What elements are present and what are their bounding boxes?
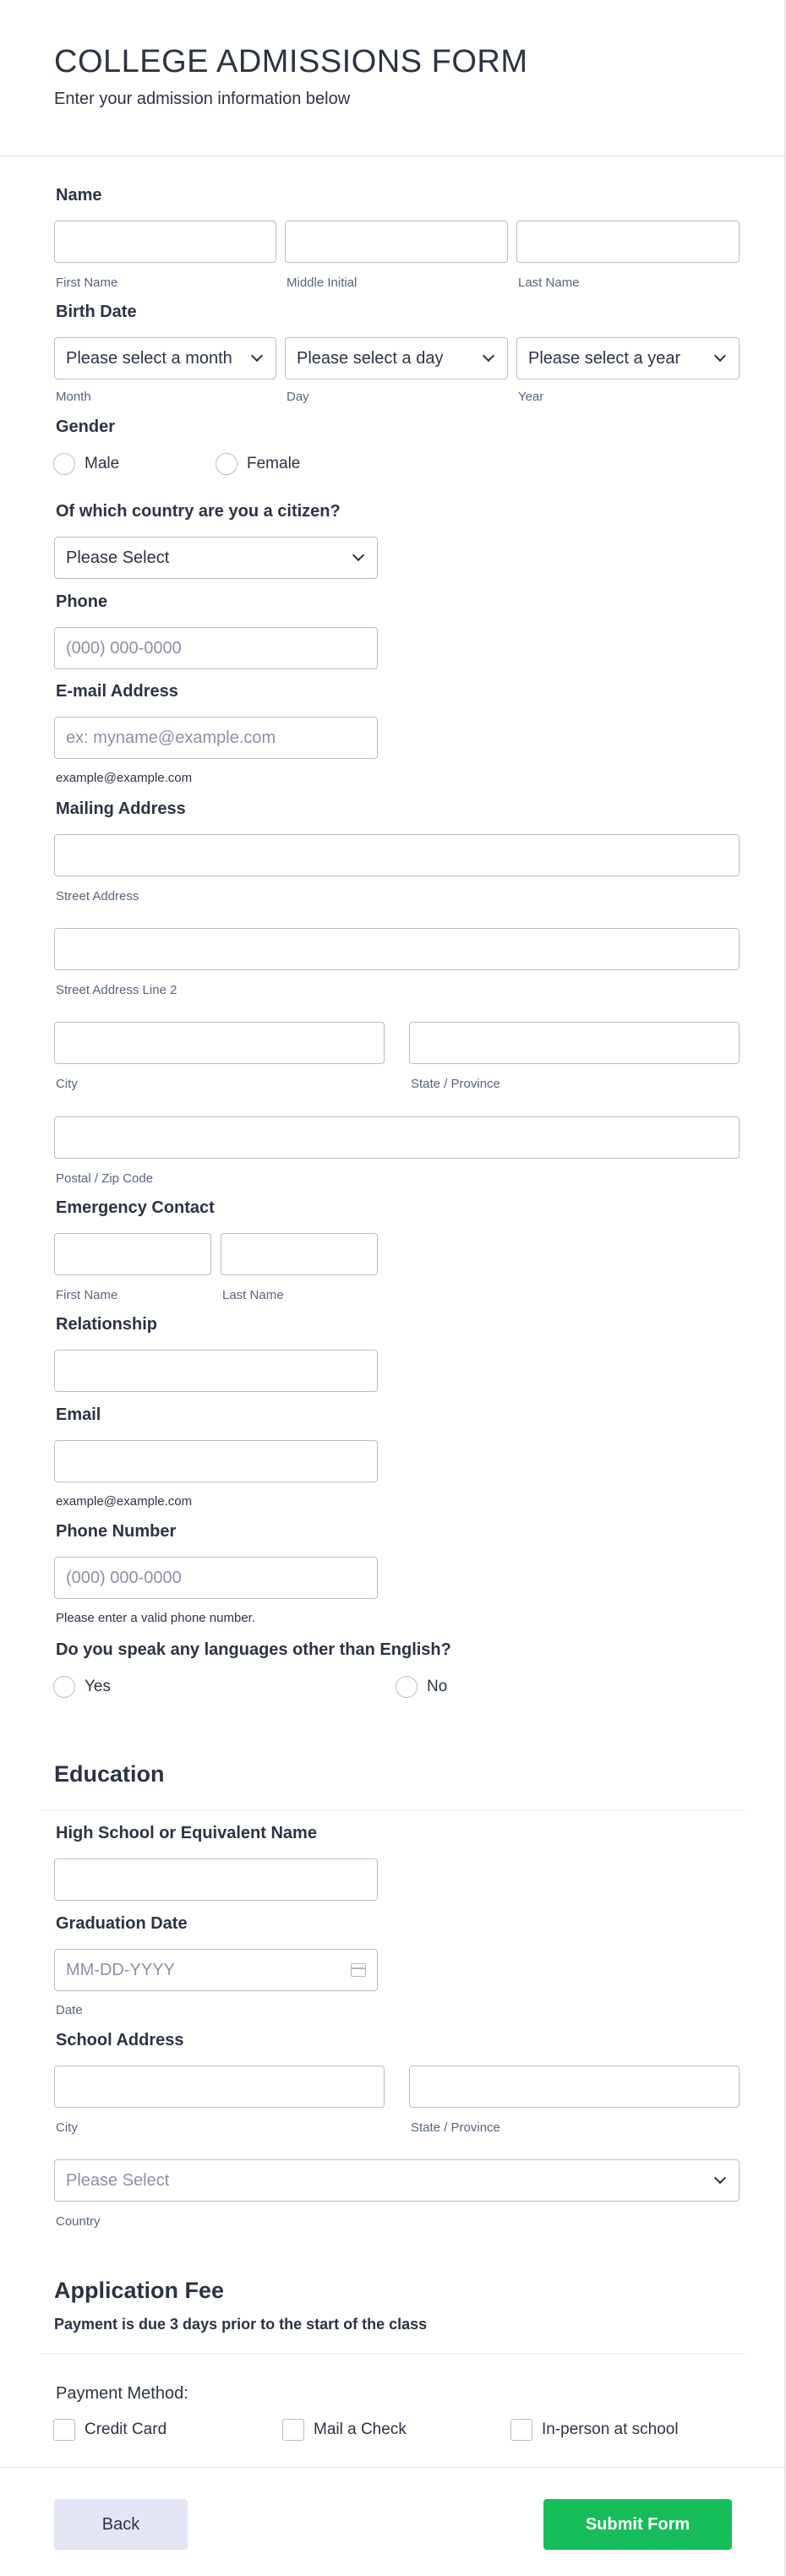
languages-no-radio[interactable] [396,1676,418,1698]
relationship-input[interactable] [54,1350,378,1392]
citizen-country-select[interactable] [54,537,378,579]
city-input[interactable] [54,1022,385,1064]
month-sublabel: Month [56,390,91,404]
email-placeholder: ex: myname@example.com [66,728,276,747]
citizen-country-value: Please Select [66,548,170,567]
school-country-select[interactable] [54,2159,740,2202]
middle-initial-sublabel: Middle Initial [287,276,358,290]
credit-card-label[interactable]: Credit Card [85,2420,167,2438]
languages-yes-radio[interactable] [53,1676,75,1698]
street-address-line2-sublabel: Street Address Line 2 [56,983,177,997]
gender-female-radio[interactable] [216,453,237,475]
first-name-sublabel: First Name [56,276,118,290]
school-state-sublabel: State / Province [411,2120,500,2135]
last-name-sublabel: Last Name [518,276,580,290]
chevron-down-icon [714,350,726,362]
chevron-down-icon [714,2172,726,2184]
postal-code-input[interactable] [54,1116,740,1159]
birth-year-select[interactable] [516,337,740,379]
mail-check-label[interactable]: Mail a Check [314,2420,407,2438]
school-state-input[interactable] [409,2066,740,2108]
phone-placeholder: (000) 000-0000 [66,638,182,658]
emergency-last-name-sublabel: Last Name [222,1288,284,1302]
emergency-email-label: Email [56,1405,101,1424]
mailing-address-label: Mailing Address [56,800,186,818]
birth-day-select[interactable] [285,337,508,379]
languages-label: Do you speak any languages other than English? [56,1640,451,1659]
gender-female-label[interactable]: Female [247,455,301,472]
high-school-input[interactable] [54,1858,378,1901]
citizen-label: Of which country are you a citizen? [56,502,341,521]
year-sublabel: Year [518,390,544,404]
mail-check-checkbox[interactable] [282,2419,304,2441]
education-divider [41,1809,745,1810]
phone-input[interactable] [54,627,378,669]
graduation-date-label: Graduation Date [56,1914,188,1933]
school-city-sublabel: City [56,2120,78,2135]
state-input[interactable] [409,1022,740,1064]
chevron-down-icon [352,549,364,561]
phone-label: Phone [56,592,108,611]
emergency-email-hint: example@example.com [56,1494,193,1509]
in-person-checkbox[interactable] [510,2419,532,2441]
emergency-email-input[interactable] [54,1440,378,1482]
fee-divider [41,2353,745,2354]
state-sublabel: State / Province [411,1077,500,1091]
graduation-date-placeholder: MM-DD-YYYY [66,1960,175,1979]
emergency-phone-input[interactable] [54,1557,378,1599]
last-name-input[interactable] [516,221,740,263]
graduation-date-input[interactable] [54,1949,378,1991]
emergency-phone-hint: Please enter a valid phone number. [56,1611,255,1625]
day-sublabel: Day [287,390,309,404]
email-label: E-mail Address [56,682,178,701]
calendar-icon[interactable] [351,1963,366,1977]
application-fee-title: Application Fee [54,2278,225,2303]
back-button[interactable]: Back [54,2499,188,2550]
postal-code-sublabel: Postal / Zip Code [56,1171,154,1186]
emergency-first-name-sublabel: First Name [56,1288,118,1302]
languages-no-label[interactable]: No [427,1678,448,1695]
gender-male-label[interactable]: Male [85,455,120,472]
in-person-label[interactable]: In-person at school [542,2420,679,2438]
emergency-last-name-input[interactable] [221,1233,378,1275]
school-address-label: School Address [56,2031,184,2049]
high-school-label: High School or Equivalent Name [56,1824,317,1842]
chevron-down-icon [483,350,494,362]
street-address-input[interactable] [54,834,740,876]
street-address-line2-input[interactable] [54,928,740,970]
chevron-down-icon [251,350,263,362]
middle-initial-input[interactable] [285,221,508,263]
gender-label: Gender [56,418,116,436]
email-input[interactable] [54,717,378,759]
footer-divider [0,2467,784,2468]
relationship-label: Relationship [56,1315,158,1334]
form-subtitle: Enter your admission information below [54,90,351,108]
submit-form-button[interactable]: Submit Form [543,2499,732,2550]
city-sublabel: City [56,1077,78,1091]
gender-male-radio[interactable] [53,453,75,475]
credit-card-checkbox[interactable] [53,2419,75,2441]
education-section-title: Education [54,1761,165,1787]
form-title: COLLEGE ADMISSIONS FORM [54,44,528,79]
email-hint: example@example.com [56,771,193,785]
birth-month-select[interactable] [54,337,276,379]
emergency-phone-label: Phone Number [56,1522,177,1541]
emergency-phone-placeholder: (000) 000-0000 [66,1568,182,1587]
first-name-input[interactable] [54,221,276,263]
graduation-date-sublabel: Date [56,2003,83,2017]
school-city-input[interactable] [54,2066,385,2108]
school-country-sublabel: Country [56,2214,101,2229]
street-address-sublabel: Street Address [56,889,139,903]
birth-day-value: Please select a day [297,348,444,368]
emergency-contact-label: Emergency Contact [56,1198,215,1217]
name-label: Name [56,186,102,205]
school-country-value: Please Select [66,2170,170,2190]
birth-year-value: Please select a year [528,348,681,368]
payment-method-label: Payment Method: [56,2384,188,2403]
birth-month-value: Please select a month [66,348,232,368]
emergency-first-name-input[interactable] [54,1233,211,1275]
birth-date-label: Birth Date [56,303,137,321]
application-fee-subtitle: Payment is due 3 days prior to the start of the class [54,2316,428,2333]
languages-yes-label[interactable]: Yes [85,1678,111,1695]
